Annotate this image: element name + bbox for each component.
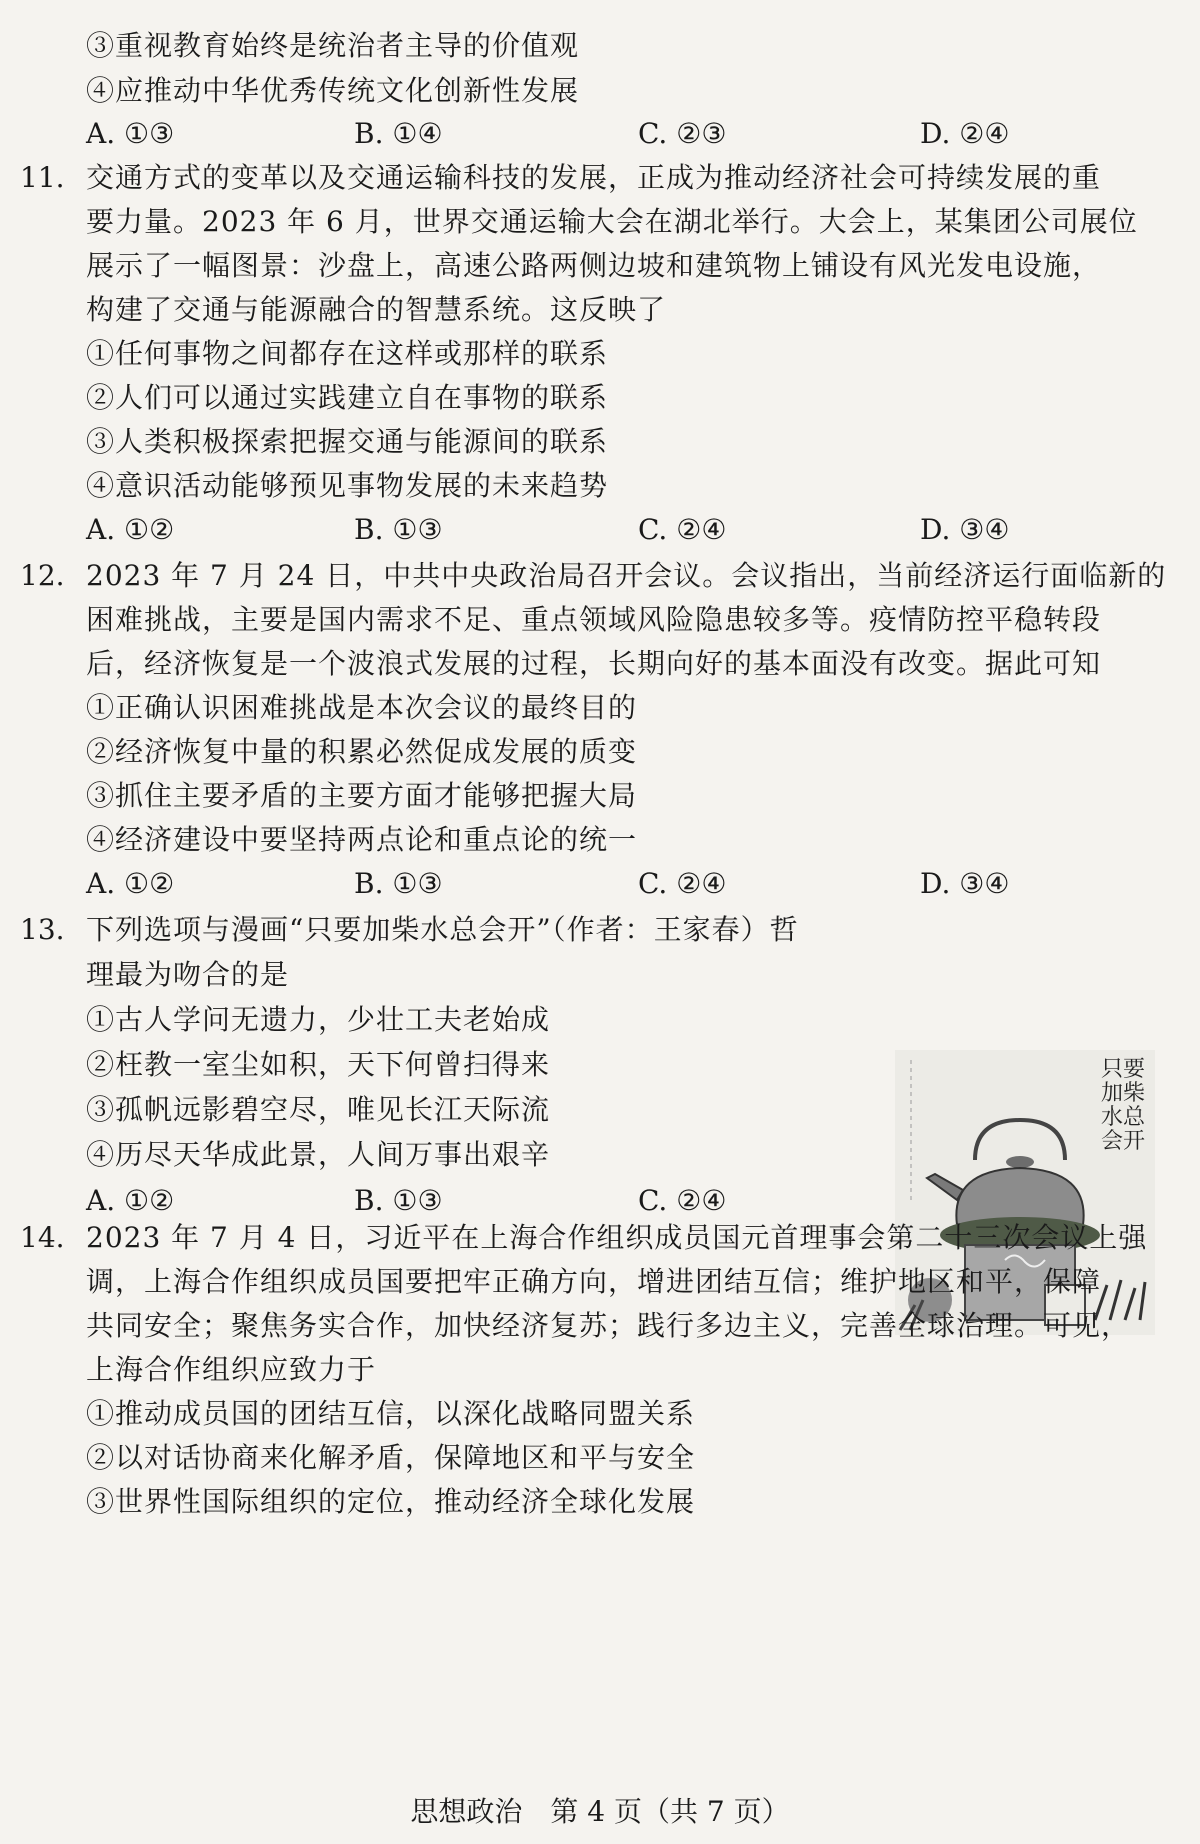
q10-choice-c: C. ②③ [638, 117, 727, 150]
q14-stem-line: 调，上海合作组织成员国要把牢正确方向，增进团结互信；维护地区和平，保障 [86, 1265, 1102, 1298]
q13-choice-b: B. ①③ [354, 1184, 443, 1217]
q11-choice-c: C. ②④ [638, 513, 727, 546]
q12-choice-b: B. ①③ [354, 867, 443, 900]
q10-choice-d: D. ②④ [920, 117, 1010, 150]
q13-statement-3: ③孤帆远影碧空尽，唯见长江天际流 [86, 1093, 551, 1126]
q14-statement-3: ③世界性国际组织的定位，推动经济全球化发展 [86, 1485, 696, 1518]
q12-stem-line: 2023 年 7 月 24 日，中共中央政治局召开会议。会议指出，当前经济运行面临新的 [86, 559, 1167, 592]
q11-choice-d: D. ③④ [920, 513, 1010, 546]
cartoon-caption: 只要加柴水总会开 [1100, 1057, 1145, 1154]
q12-stem-line: 困难挑战，主要是国内需求不足、重点领域风险隐患较多等。疫情防控平稳转段 [86, 603, 1102, 636]
q12-choice-a: A. ①② [86, 867, 175, 900]
q11-stem-line: 要力量。2023 年 6 月，世界交通运输大会在湖北举行。大会上，某集团公司展位 [86, 205, 1138, 238]
q14-stem-line: 共同安全；聚焦务实合作，加快经济复苏；践行多边主义，完善全球治理。可见， [86, 1309, 1131, 1342]
q11-stem-line: 构建了交通与能源融合的智慧系统。这反映了 [86, 293, 667, 326]
q12-number: 12. [20, 559, 65, 592]
q11-statement-2: ②人们可以通过实践建立自在事物的联系 [86, 381, 609, 414]
q11-number: 11. [20, 161, 65, 194]
q11-choice-b: B. ①③ [354, 513, 443, 546]
q13-stem-line: 下列选项与漫画“只要加柴水总会开”（作者：王家春）哲 [86, 913, 799, 946]
q14-stem-line: 2023 年 7 月 4 日，习近平在上海合作组织成员国元首理事会第二十三次会议上强 [86, 1221, 1148, 1254]
q14-stem-line: 上海合作组织应致力于 [86, 1353, 377, 1386]
q13-statement-2: ②枉教一室尘如积，天下何曾扫得来 [86, 1048, 551, 1081]
q13-number: 13. [20, 913, 65, 946]
q11-stem-line: 交通方式的变革以及交通运输科技的发展，正成为推动经济社会可持续发展的重 [86, 161, 1102, 194]
q14-statement-1: ①推动成员国的团结互信，以深化战略同盟关系 [86, 1397, 696, 1430]
q10-statement-3: ③重视教育始终是统治者主导的价值观 [86, 29, 580, 62]
q14-number: 14. [20, 1221, 65, 1254]
q10-statement-4: ④应推动中华优秀传统文化创新性发展 [86, 74, 580, 107]
q11-statement-4: ④意识活动能够预见事物发展的未来趋势 [86, 469, 609, 502]
q10-choices [86, 114, 1166, 154]
q11-choices [86, 510, 1166, 550]
q10-choice-b: B. ①④ [354, 117, 443, 150]
q12-statement-3: ③抓住主要矛盾的主要方面才能够把握大局 [86, 779, 638, 812]
q13-choice-a: A. ①② [86, 1184, 175, 1217]
q13-statement-1: ①古人学问无遗力，少壮工夫老始成 [86, 1003, 551, 1036]
q10-choice-a: A. ①③ [86, 117, 175, 150]
q12-choices [86, 864, 1166, 904]
q12-stem-line: 后，经济恢复是一个波浪式发展的过程，长期向好的基本面没有改变。据此可知 [86, 647, 1102, 680]
q11-statement-3: ③人类积极探索把握交通与能源间的联系 [86, 425, 609, 458]
q11-statement-1: ①任何事物之间都存在这样或那样的联系 [86, 337, 609, 370]
q13-stem-line: 理最为吻合的是 [86, 958, 290, 991]
q12-choice-c: C. ②④ [638, 867, 727, 900]
q12-statement-4: ④经济建设中要坚持两点论和重点论的统一 [86, 823, 638, 856]
q13-choice-c: C. ②④ [638, 1184, 727, 1217]
q12-choice-d: D. ③④ [920, 867, 1010, 900]
q14-statement-2: ②以对话协商来化解矛盾，保障地区和平与安全 [86, 1441, 696, 1474]
q11-choice-a: A. ①② [86, 513, 175, 546]
q11-stem-line: 展示了一幅图景：沙盘上，高速公路两侧边坡和建筑物上铺设有风光发电设施， [86, 249, 1102, 282]
q12-statement-1: ①正确认识困难挑战是本次会议的最终目的 [86, 691, 638, 724]
page-footer: 思想政治 第 4 页（共 7 页） [410, 1795, 790, 1828]
q13-statement-4: ④历尽天华成此景，人间万事出艰辛 [86, 1138, 551, 1171]
q12-statement-2: ②经济恢复中量的积累必然促成发展的质变 [86, 735, 638, 768]
